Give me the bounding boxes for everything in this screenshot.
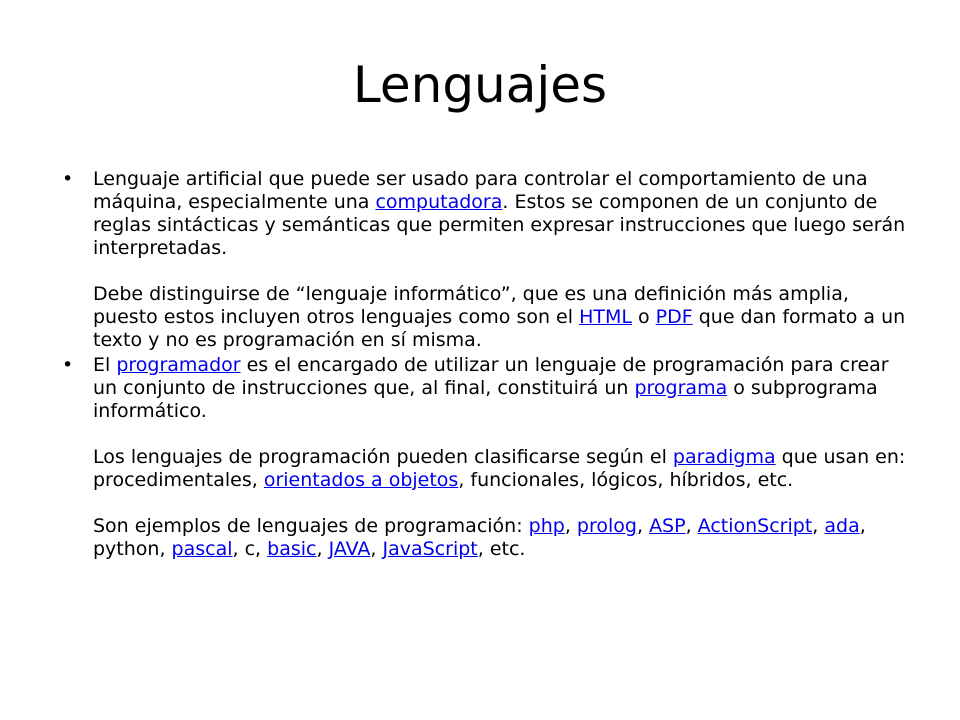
text-span: , etc. xyxy=(477,538,526,560)
bullet-item-programmer xyxy=(62,354,912,561)
link-javascript[interactable]: JavaScript xyxy=(382,538,478,560)
text-span: , xyxy=(316,538,329,560)
text-span: , xyxy=(685,515,698,537)
link-pdf[interactable]: PDF xyxy=(655,306,693,328)
text-span: que usan en: procedimentales, xyxy=(93,446,906,491)
link-orientados-a-objetos[interactable]: orientados a objetos xyxy=(263,469,459,491)
paragraph-programmer xyxy=(93,354,912,423)
paragraph-definition xyxy=(93,168,912,260)
slide-content xyxy=(62,168,912,563)
bullet-dot: • xyxy=(62,168,74,190)
link-php[interactable]: php xyxy=(528,515,565,537)
text-span: Son ejemplos de lenguajes de programación: xyxy=(93,515,529,537)
text-span: El xyxy=(93,354,117,376)
link-programador[interactable]: programador xyxy=(116,354,241,376)
text-span: , xyxy=(812,515,825,537)
link-actionscript[interactable]: ActionScript xyxy=(697,515,813,537)
link-basic[interactable]: basic xyxy=(267,538,317,560)
link-pascal[interactable]: pascal xyxy=(171,538,233,560)
bullet-item-definition xyxy=(62,168,912,352)
link-computadora[interactable]: computadora xyxy=(375,191,503,213)
paragraph-distinction xyxy=(93,283,912,352)
link-ada[interactable]: ada xyxy=(824,515,860,537)
text-span: . Estos se componen de un conjunto de reglas sintácticas y semánticas que permiten expresar instrucciones que luego serán interpretadas. xyxy=(93,191,906,259)
paragraph-examples xyxy=(93,515,912,561)
text-span: Debe distinguirse de “lenguaje informático”, que es una definición más amplia, puesto estos incluyen otros lenguajes como son el xyxy=(93,283,849,328)
text-span: , xyxy=(636,515,650,537)
link-prolog[interactable]: prolog xyxy=(576,515,637,537)
text-span: Lenguaje artificial que puede ser usado para controlar el comportamiento de una máquina, especialmente una xyxy=(93,168,868,213)
text-span: que dan formato a un texto y no es programación en sí misma. xyxy=(93,306,906,351)
text-span: es el encargado de utilizar un lenguaje de programación para crear un conjunto de instrucciones que, al final, constituirá un xyxy=(93,354,889,399)
text-span: Los lenguajes de programación pueden clasificarse según el xyxy=(93,446,673,468)
slide-title: Lenguajes xyxy=(352,56,608,114)
text-span: o xyxy=(631,306,656,328)
text-span: , xyxy=(564,515,577,537)
text-span: , python, xyxy=(93,515,866,560)
link-html[interactable]: HTML xyxy=(579,306,632,328)
paragraph-classification xyxy=(93,446,912,492)
link-java[interactable]: JAVA xyxy=(328,538,371,560)
link-paradigma[interactable]: paradigma xyxy=(672,446,776,468)
text-span: , c, xyxy=(232,538,268,560)
link-programa[interactable]: programa xyxy=(634,377,728,399)
link-asp[interactable]: ASP xyxy=(649,515,686,537)
text-span: , xyxy=(370,538,383,560)
text-span: o subprograma informático. xyxy=(93,377,878,422)
bullet-dot: • xyxy=(62,354,74,376)
text-span: , funcionales, lógicos, híbridos, etc. xyxy=(458,469,794,491)
